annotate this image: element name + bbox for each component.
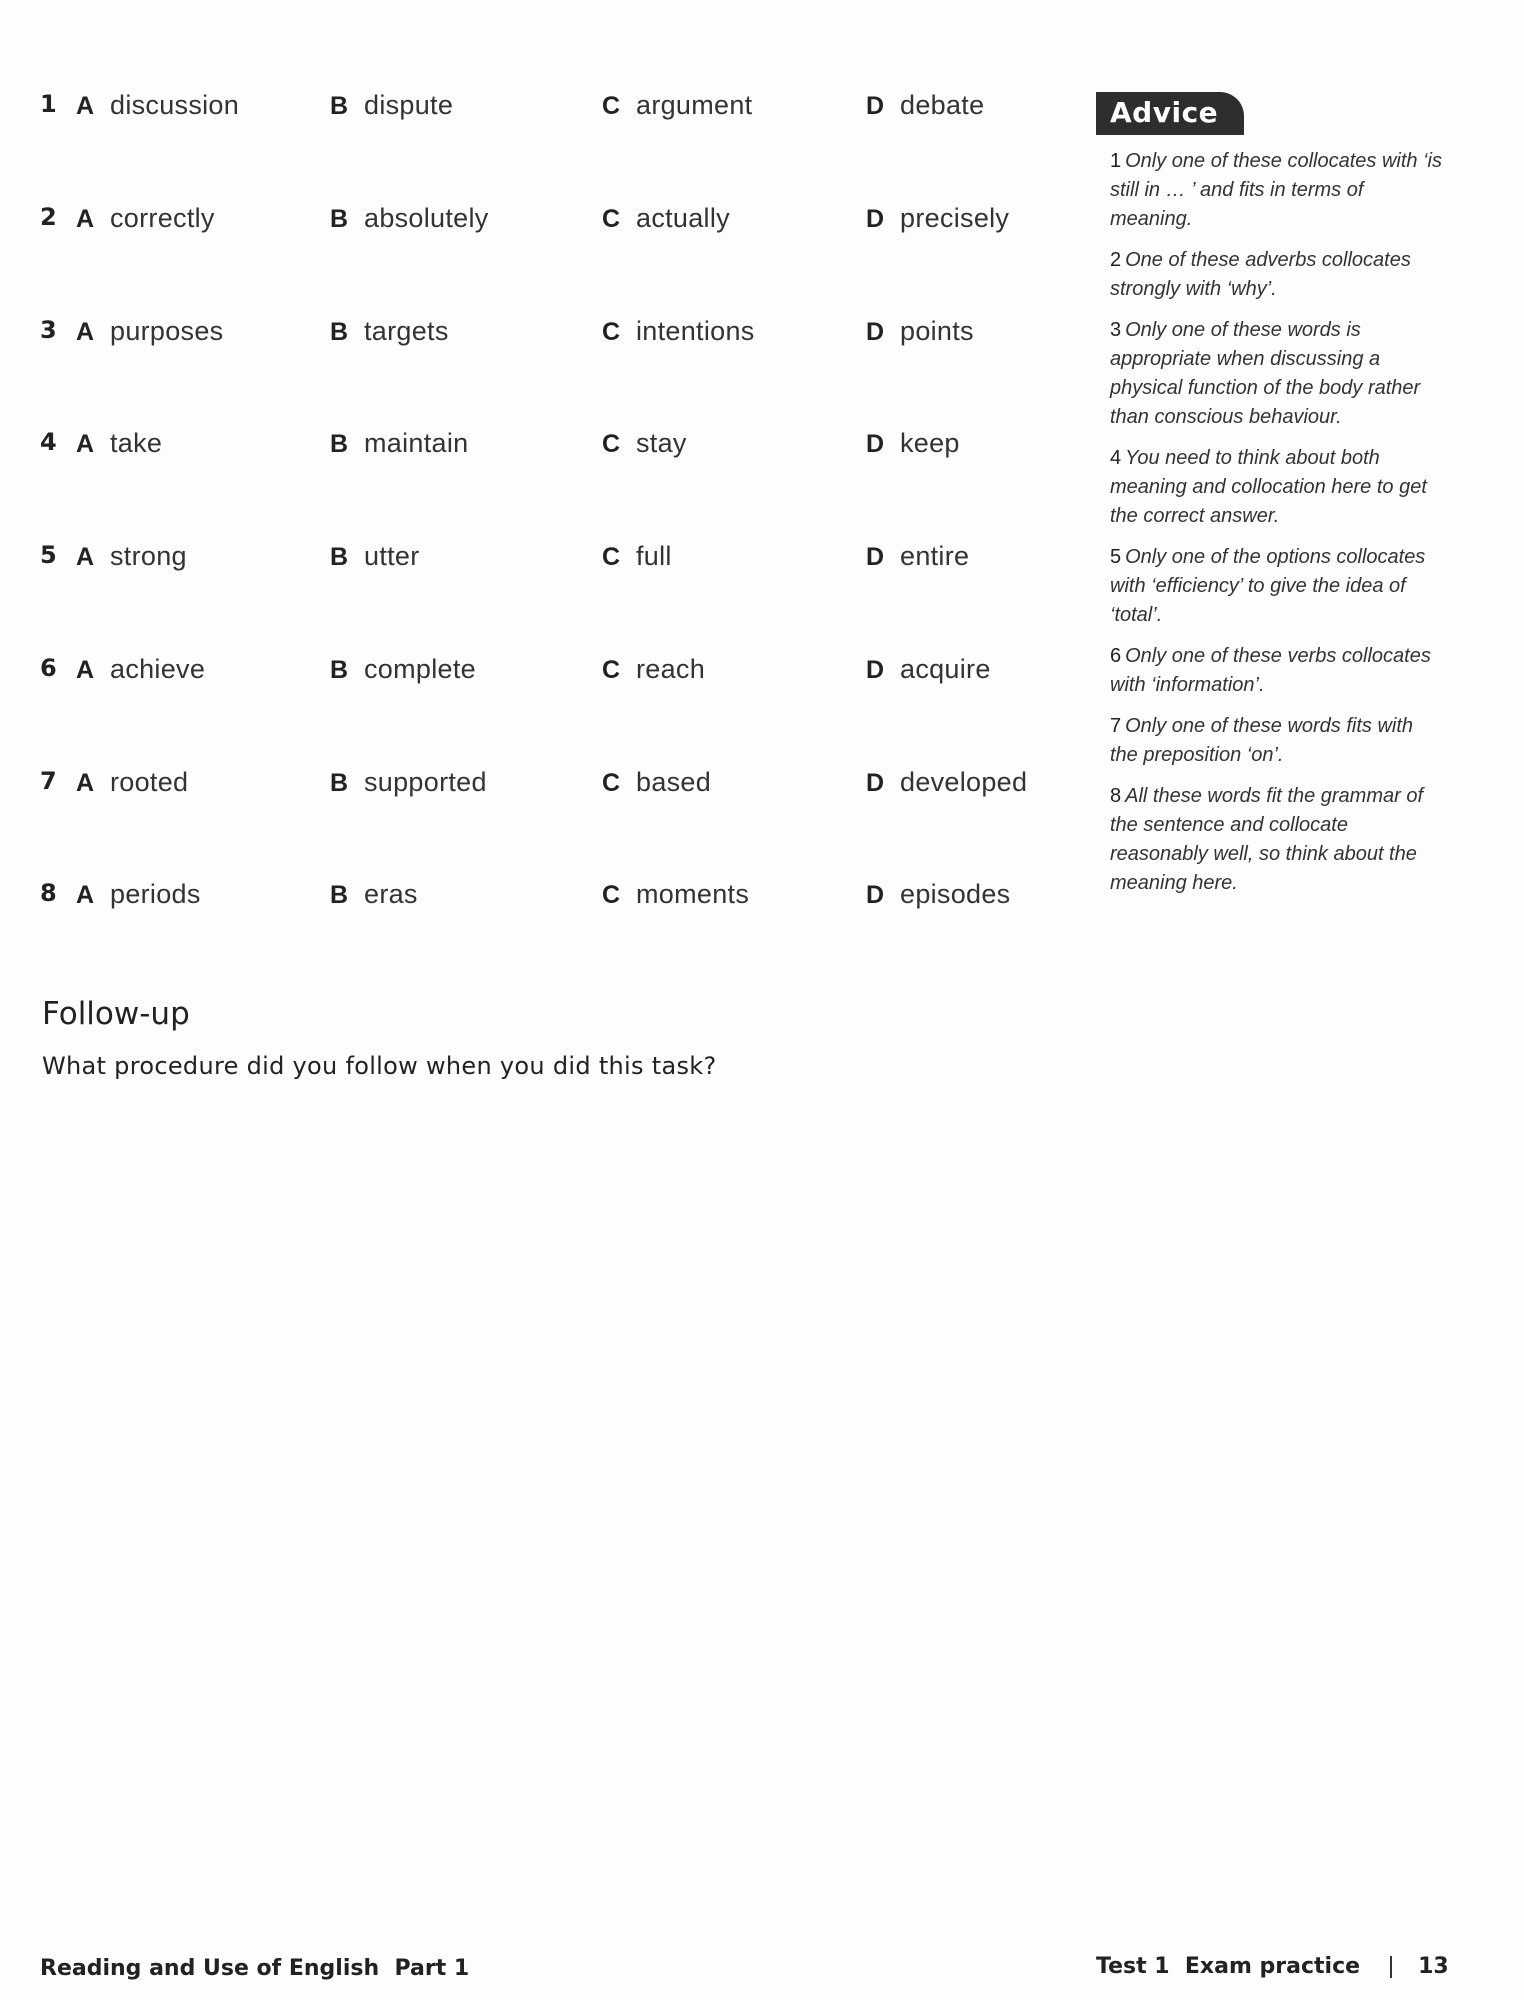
option-word: points (900, 316, 974, 346)
option-word: utter (364, 541, 420, 571)
option-b (330, 203, 489, 234)
question-number: 4 (40, 428, 57, 456)
option-letter: D (866, 318, 885, 346)
footer-section-label: Reading and Use of English Part 1 (40, 1956, 470, 1981)
option-b (330, 90, 453, 121)
option-letter: A (76, 769, 95, 797)
option-letter: B (330, 318, 349, 346)
option-word: debate (900, 90, 985, 120)
option-word: take (110, 428, 163, 458)
question-number: 3 (40, 316, 57, 344)
option-word: intentions (636, 316, 755, 346)
option-word: reach (636, 654, 706, 684)
option-b (330, 879, 418, 910)
advice-item (1110, 642, 1446, 700)
option-c (602, 316, 755, 347)
option-b (330, 767, 487, 798)
option-word: keep (900, 428, 960, 458)
followup-heading: Follow-up (42, 996, 190, 1032)
option-d (866, 428, 960, 459)
advice-item (1110, 444, 1446, 531)
advice-item-text: All these words fit the grammar of the sentence and collocate reasonably well, so think about the meaning here. (1110, 785, 1424, 894)
option-letter: A (76, 881, 95, 909)
option-letter: C (602, 430, 621, 458)
option-word: stay (636, 428, 687, 458)
advice-item-text: Only one of these collocates with ‘is still in … ’ and fits in terms of meaning. (1110, 150, 1442, 230)
option-word: developed (900, 767, 1028, 797)
option-word: supported (364, 767, 487, 797)
option-a (76, 428, 162, 459)
option-d (866, 203, 1009, 234)
advice-item-text: Only one of these verbs collocates with ‘information’. (1110, 645, 1431, 696)
option-a (76, 316, 223, 347)
option-word: full (636, 541, 672, 571)
option-c (602, 203, 730, 234)
option-word: targets (364, 316, 449, 346)
option-letter: B (330, 543, 349, 571)
option-letter: C (602, 769, 621, 797)
option-d (866, 541, 969, 572)
question-row (40, 654, 1080, 704)
option-word: achieve (110, 654, 206, 684)
advice-item-text: You need to think about both meaning and collocation here to get the correct answer. (1110, 447, 1427, 527)
option-word: entire (900, 541, 970, 571)
option-b (330, 316, 449, 347)
advice-item-number: 3 (1110, 319, 1122, 341)
advice-title: Advice (1096, 92, 1244, 135)
question-number: 8 (40, 879, 57, 907)
footer-right (1096, 1954, 1449, 1979)
advice-item (1110, 712, 1446, 770)
advice-item-number: 1 (1110, 150, 1122, 172)
footer-test-label: Test 1 Exam practice (1096, 1954, 1361, 1979)
option-word: purposes (110, 316, 224, 346)
option-word: correctly (110, 203, 215, 233)
option-word: acquire (900, 654, 991, 684)
option-word: actually (636, 203, 730, 233)
option-letter: A (76, 656, 95, 684)
advice-item (1110, 543, 1446, 630)
advice-item-text: Only one of these words fits with the preposition ‘on’. (1110, 715, 1414, 766)
option-word: based (636, 767, 712, 797)
option-letter: C (602, 92, 621, 120)
advice-item-number: 8 (1110, 785, 1122, 807)
advice-item-number: 5 (1110, 546, 1122, 568)
option-word: periods (110, 879, 201, 909)
option-letter: A (76, 430, 95, 458)
option-letter: D (866, 92, 885, 120)
option-word: rooted (110, 767, 189, 797)
option-letter: D (866, 881, 885, 909)
option-letter: B (330, 430, 349, 458)
option-c (602, 90, 752, 121)
option-c (602, 767, 711, 798)
option-d (866, 90, 984, 121)
option-letter: B (330, 92, 349, 120)
option-word: eras (364, 879, 418, 909)
advice-item (1110, 147, 1446, 234)
option-letter: B (330, 881, 349, 909)
option-letter: C (602, 543, 621, 571)
advice-item-text: Only one of the options collocates with ‘efficiency’ to give the idea of ‘total’. (1110, 546, 1426, 626)
option-letter: A (76, 205, 95, 233)
option-letter: B (330, 656, 349, 684)
option-word: complete (364, 654, 476, 684)
option-a (76, 767, 188, 798)
option-word: episodes (900, 879, 1011, 909)
question-row (40, 541, 1080, 591)
option-a (76, 90, 239, 121)
option-letter: C (602, 881, 621, 909)
option-word: dispute (364, 90, 454, 120)
advice-box (1096, 92, 1446, 898)
option-letter: A (76, 543, 95, 571)
advice-item (1110, 782, 1446, 898)
option-c (602, 879, 749, 910)
option-letter: D (866, 205, 885, 233)
question-row (40, 767, 1080, 817)
advice-item-text: Only one of these words is appropriate when discussing a physical function of the body rather than conscious behaviour. (1110, 319, 1421, 428)
option-word: discussion (110, 90, 240, 120)
question-row (40, 428, 1080, 478)
question-number: 6 (40, 654, 57, 682)
advice-item-number: 2 (1110, 249, 1122, 271)
option-word: argument (636, 90, 753, 120)
option-c (602, 428, 687, 459)
question-row (40, 879, 1080, 929)
option-letter: B (330, 205, 349, 233)
option-word: moments (636, 879, 750, 909)
advice-item (1110, 316, 1446, 432)
option-word: absolutely (364, 203, 489, 233)
footer-divider (1390, 1956, 1392, 1978)
option-a (76, 203, 215, 234)
question-row (40, 316, 1080, 366)
option-b (330, 654, 476, 685)
option-letter: D (866, 543, 885, 571)
advice-item-number: 6 (1110, 645, 1122, 667)
option-a (76, 879, 201, 910)
option-a (76, 541, 187, 572)
question-number: 5 (40, 541, 57, 569)
followup-question: What procedure did you follow when you did this task? (42, 1052, 717, 1080)
option-word: precisely (900, 203, 1010, 233)
option-letter: D (866, 656, 885, 684)
option-b (330, 428, 468, 459)
advice-item (1110, 246, 1446, 304)
option-d (866, 767, 1027, 798)
option-letter: A (76, 318, 95, 346)
advice-item-number: 7 (1110, 715, 1122, 737)
option-letter: C (602, 205, 621, 233)
question-number: 7 (40, 767, 57, 795)
question-number: 1 (40, 90, 57, 118)
option-letter: D (866, 769, 885, 797)
option-c (602, 541, 672, 572)
option-d (866, 654, 991, 685)
option-b (330, 541, 420, 572)
advice-item-number: 4 (1110, 447, 1122, 469)
question-number: 2 (40, 203, 57, 231)
option-word: strong (110, 541, 187, 571)
option-letter: C (602, 318, 621, 346)
question-row (40, 90, 1080, 140)
option-letter: B (330, 769, 349, 797)
option-c (602, 654, 705, 685)
option-letter: A (76, 92, 95, 120)
option-word: maintain (364, 428, 469, 458)
option-d (866, 879, 1010, 910)
option-a (76, 654, 205, 685)
page-number: 13 (1418, 1954, 1449, 1979)
advice-item-text: One of these adverbs collocates strongly with ‘why’. (1110, 249, 1411, 300)
option-d (866, 316, 974, 347)
option-letter: C (602, 656, 621, 684)
question-row (40, 203, 1080, 253)
option-letter: D (866, 430, 885, 458)
